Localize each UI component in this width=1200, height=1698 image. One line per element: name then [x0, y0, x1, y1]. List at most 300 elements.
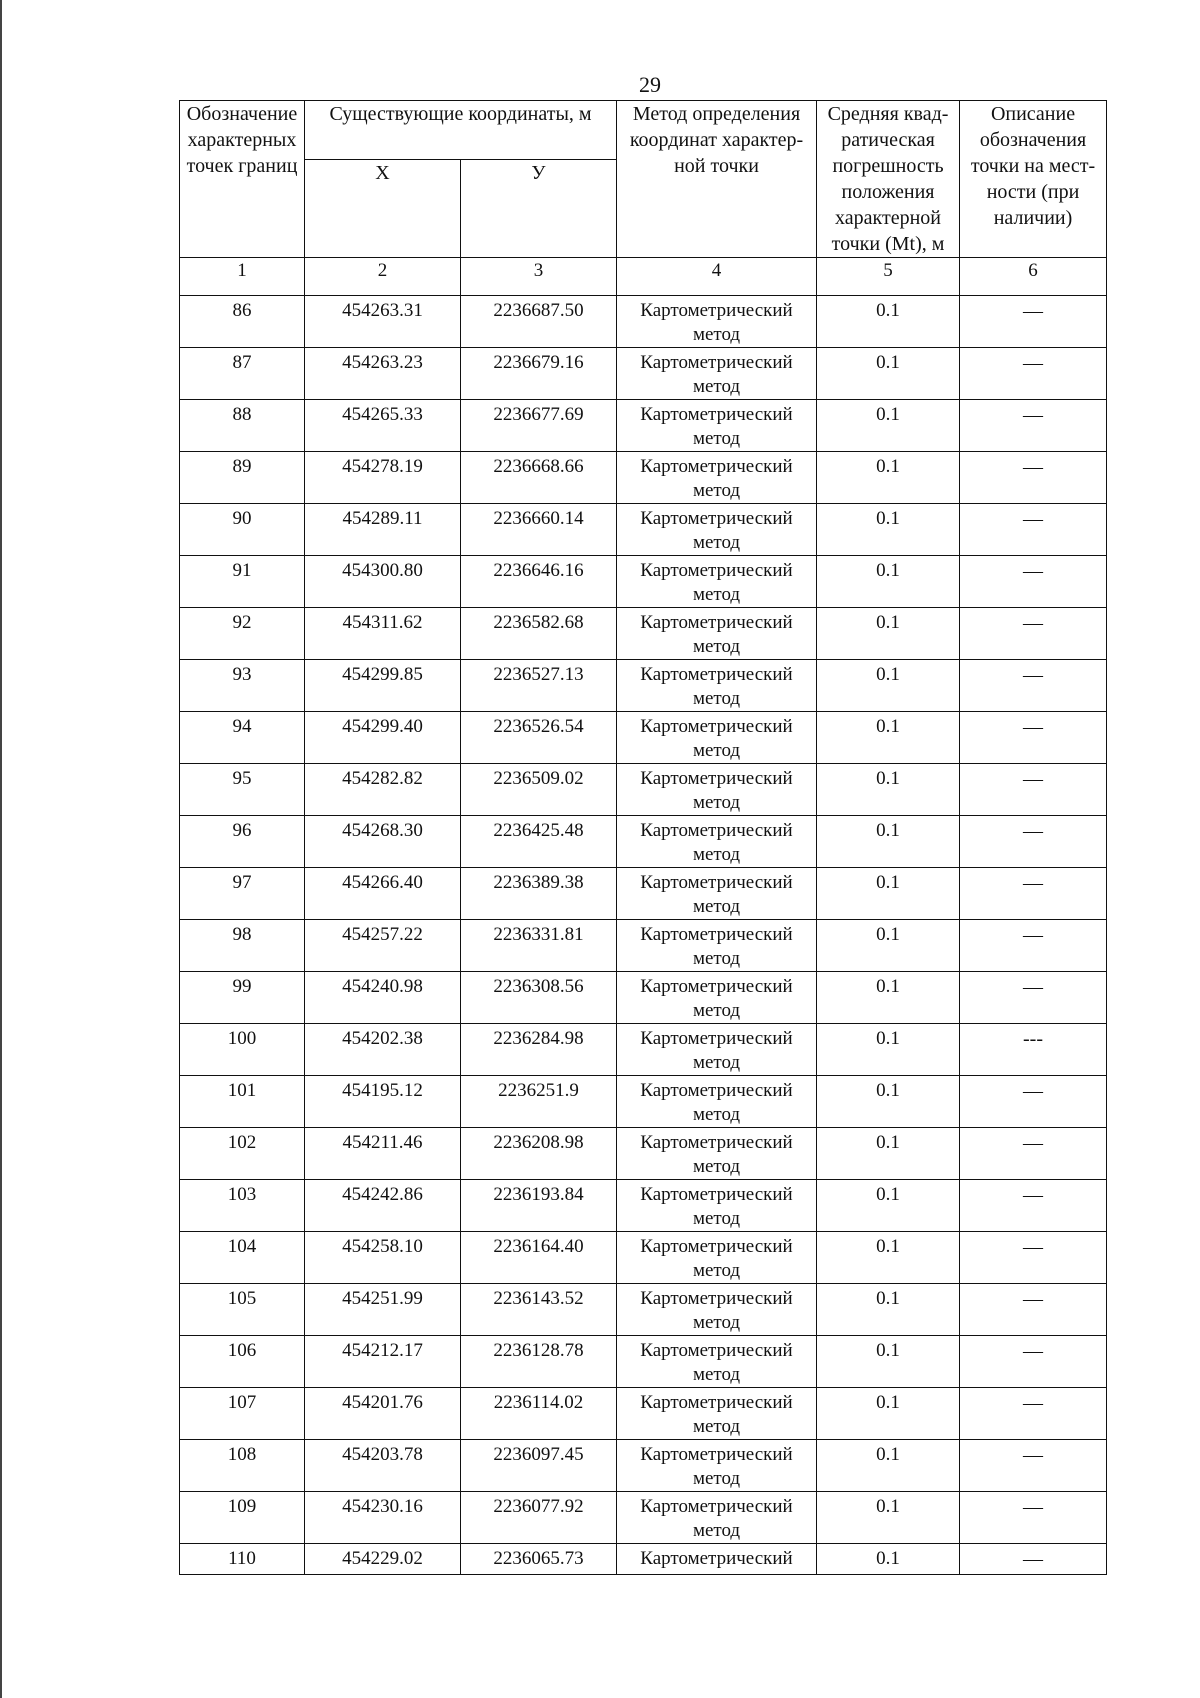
point-id-cell-text: 97 — [232, 872, 252, 893]
method-cell — [617, 1128, 817, 1180]
method-cell-line2: метод — [692, 1364, 741, 1385]
method-cell-line2: метод — [692, 1000, 741, 1021]
y-coordinate-cell-text: 2236687.50 — [493, 300, 584, 321]
description-cell — [960, 1388, 1107, 1440]
table-row — [180, 1180, 1107, 1232]
method-cell-line2: метод — [692, 1520, 741, 1541]
description-cell — [960, 348, 1107, 400]
point-id-cell — [180, 556, 305, 608]
y-coordinate-cell-text: 2236077.92 — [493, 1496, 584, 1517]
y-coordinate-cell-text: 2236251.9 — [498, 1080, 579, 1101]
x-coordinate-cell — [305, 920, 461, 972]
x-coordinate-cell-text: 454229.02 — [342, 1548, 423, 1569]
point-id-cell-text: 103 — [227, 1184, 257, 1205]
method-cell-line2: метод — [692, 1156, 741, 1177]
y-coordinate-cell-text: 2236114.02 — [493, 1392, 584, 1413]
column-number-5: 5 — [817, 258, 960, 296]
x-coordinate-cell-text: 454201.76 — [342, 1392, 423, 1413]
y-coordinate-cell-text: 2236425.48 — [493, 820, 584, 841]
x-coordinate-cell-text: 454300.80 — [342, 560, 423, 581]
mt-cell-text: 0.1 — [876, 924, 900, 945]
x-coordinate-cell-text: 454299.40 — [342, 716, 423, 737]
y-coordinate-cell — [461, 868, 617, 920]
mt-cell — [817, 1076, 960, 1128]
y-coordinate-cell-text: 2236527.13 — [493, 664, 584, 685]
x-coordinate-cell — [305, 452, 461, 504]
description-cell — [960, 1076, 1107, 1128]
description-cell-text: — — [1023, 976, 1044, 998]
y-coordinate-cell-text: 2236143.52 — [493, 1288, 584, 1309]
x-coordinate-cell-text: 454311.62 — [342, 612, 423, 633]
point-id-cell — [180, 660, 305, 712]
method-cell-text: Картометрический — [640, 1236, 793, 1257]
header-point-designation: Обозначение характерных точек границ — [180, 101, 305, 258]
y-coordinate-cell-text: 2236389.38 — [493, 872, 584, 893]
description-cell — [960, 920, 1107, 972]
x-coordinate-cell-text: 454242.86 — [342, 1184, 423, 1205]
mt-cell — [817, 296, 960, 348]
mt-cell — [817, 1024, 960, 1076]
method-cell-line2: метод — [692, 428, 741, 449]
table-row — [180, 348, 1107, 400]
column-number-1: 1 — [180, 258, 305, 296]
point-id-cell-text: 110 — [228, 1548, 256, 1569]
x-coordinate-cell-text: 454282.82 — [342, 768, 423, 789]
table-row — [180, 1544, 1107, 1575]
method-cell-text: Картометрический — [640, 664, 793, 685]
description-cell — [960, 556, 1107, 608]
mt-cell — [817, 1544, 960, 1575]
point-id-cell-text: 109 — [227, 1496, 257, 1517]
point-id-cell — [180, 1024, 305, 1076]
method-cell-line2: метод — [692, 688, 741, 709]
method-cell-line2: метод — [692, 740, 741, 761]
table-row — [180, 400, 1107, 452]
y-coordinate-cell — [461, 972, 617, 1024]
x-coordinate-cell-text: 454263.31 — [342, 300, 423, 321]
method-cell — [617, 1544, 817, 1575]
x-coordinate-cell-text: 454258.10 — [342, 1236, 423, 1257]
y-coordinate-cell-text: 2236128.78 — [493, 1340, 584, 1361]
method-cell — [617, 400, 817, 452]
method-cell — [617, 868, 817, 920]
point-id-cell-text: 96 — [232, 820, 252, 841]
x-coordinate-cell — [305, 660, 461, 712]
point-id-cell-text: 102 — [227, 1132, 257, 1153]
method-cell-text: Картометрический — [640, 456, 793, 477]
description-cell — [960, 660, 1107, 712]
x-coordinate-cell-text: 454257.22 — [342, 924, 423, 945]
point-id-cell — [180, 920, 305, 972]
method-cell-text: Картометрический — [640, 612, 793, 633]
description-cell — [960, 452, 1107, 504]
mt-cell — [817, 1128, 960, 1180]
point-id-cell — [180, 1284, 305, 1336]
description-cell-text: — — [1023, 1132, 1044, 1154]
table-row — [180, 868, 1107, 920]
x-coordinate-cell — [305, 712, 461, 764]
method-cell-text: Картометрический — [640, 300, 793, 321]
x-coordinate-cell-text: 454195.12 — [342, 1080, 423, 1101]
method-cell-line2: метод — [692, 1416, 741, 1437]
mt-cell — [817, 1440, 960, 1492]
y-coordinate-cell-text: 2236646.16 — [493, 560, 584, 581]
mt-cell-text: 0.1 — [876, 820, 900, 841]
point-id-cell-text: 95 — [232, 768, 252, 789]
mt-cell-text: 0.1 — [876, 1444, 900, 1465]
method-cell — [617, 972, 817, 1024]
x-coordinate-cell — [305, 1076, 461, 1128]
method-cell-text: Картометрический — [640, 1496, 793, 1517]
method-cell — [617, 608, 817, 660]
method-cell — [617, 764, 817, 816]
point-id-cell — [180, 1492, 305, 1544]
point-id-cell-text: 91 — [232, 560, 252, 581]
column-number-6: 6 — [960, 258, 1107, 296]
description-cell-text: --- — [1023, 1028, 1043, 1050]
y-coordinate-cell — [461, 1076, 617, 1128]
x-coordinate-cell-text: 454202.38 — [342, 1028, 423, 1049]
table-row — [180, 1024, 1107, 1076]
method-cell-line2: метод — [692, 584, 741, 605]
mt-cell — [817, 1232, 960, 1284]
mt-cell — [817, 660, 960, 712]
mt-cell-text: 0.1 — [876, 664, 900, 685]
column-number-4: 4 — [617, 258, 817, 296]
point-id-cell — [180, 1128, 305, 1180]
point-id-cell-text: 105 — [227, 1288, 257, 1309]
y-coordinate-cell-text: 2236308.56 — [493, 976, 584, 997]
description-cell — [960, 1440, 1107, 1492]
point-id-cell-text: 94 — [232, 716, 252, 737]
y-coordinate-cell-text: 2236208.98 — [493, 1132, 584, 1153]
method-cell — [617, 348, 817, 400]
description-cell-text: — — [1023, 612, 1044, 634]
header-method: Метод определения координат характер-ной точки — [617, 101, 817, 258]
mt-cell — [817, 608, 960, 660]
description-cell-text: — — [1023, 1184, 1044, 1206]
description-cell — [960, 1336, 1107, 1388]
description-cell — [960, 504, 1107, 556]
point-id-cell — [180, 868, 305, 920]
header-existing-coordinates: Существующие координаты, м — [305, 101, 617, 160]
point-id-cell-text: 100 — [227, 1028, 257, 1049]
description-cell-text: — — [1023, 664, 1044, 686]
description-cell — [960, 868, 1107, 920]
description-cell-text: — — [1023, 1548, 1044, 1570]
y-coordinate-cell-text: 2236526.54 — [493, 716, 584, 737]
y-coordinate-cell-text: 2236582.68 — [493, 612, 584, 633]
x-coordinate-cell — [305, 608, 461, 660]
y-coordinate-cell — [461, 1544, 617, 1575]
table-row — [180, 816, 1107, 868]
method-cell-line2: метод — [692, 1260, 741, 1281]
x-coordinate-cell-text: 454251.99 — [342, 1288, 423, 1309]
x-coordinate-cell-text: 454299.85 — [342, 664, 423, 685]
x-coordinate-cell — [305, 816, 461, 868]
mt-cell — [817, 556, 960, 608]
mt-cell-text: 0.1 — [876, 1028, 900, 1049]
point-id-cell — [180, 504, 305, 556]
mt-cell-text: 0.1 — [876, 1288, 900, 1309]
table-row — [180, 972, 1107, 1024]
x-coordinate-cell-text: 454240.98 — [342, 976, 423, 997]
method-cell-text: Картометрический — [640, 976, 793, 997]
method-cell-line2: метод — [692, 1052, 741, 1073]
description-cell — [960, 1128, 1107, 1180]
description-cell — [960, 296, 1107, 348]
x-coordinate-cell — [305, 868, 461, 920]
y-coordinate-cell-text: 2236164.40 — [493, 1236, 584, 1257]
x-coordinate-cell — [305, 1284, 461, 1336]
table-row — [180, 1336, 1107, 1388]
method-cell-line2: метод — [692, 792, 741, 813]
mt-cell-text: 0.1 — [876, 1132, 900, 1153]
x-coordinate-cell — [305, 400, 461, 452]
x-coordinate-cell — [305, 348, 461, 400]
header-mean-square-error: Средняя квад-ратическая погрешность положения характерной точки (Mt), м — [817, 101, 960, 258]
y-coordinate-cell — [461, 816, 617, 868]
x-coordinate-cell — [305, 296, 461, 348]
description-cell-text: — — [1023, 456, 1044, 478]
y-coordinate-cell — [461, 1440, 617, 1492]
method-cell-text: Картометрический — [640, 1444, 793, 1465]
y-coordinate-cell — [461, 1388, 617, 1440]
x-coordinate-cell — [305, 1180, 461, 1232]
method-cell-text: Картометрический — [640, 716, 793, 737]
description-cell — [960, 1180, 1107, 1232]
method-cell-line2: метод — [692, 636, 741, 657]
header-point-description: Описание обозначения точки на мест-ности (при наличии) — [960, 101, 1107, 258]
description-cell-text: — — [1023, 1340, 1044, 1362]
mt-cell — [817, 400, 960, 452]
description-cell — [960, 1232, 1107, 1284]
mt-cell-text: 0.1 — [876, 1392, 900, 1413]
table-row — [180, 1076, 1107, 1128]
y-coordinate-cell-text: 2236284.98 — [493, 1028, 584, 1049]
method-cell — [617, 504, 817, 556]
description-cell-text: — — [1023, 560, 1044, 582]
method-cell — [617, 1232, 817, 1284]
table-row — [180, 1284, 1107, 1336]
description-cell — [960, 1544, 1107, 1575]
table-row — [180, 504, 1107, 556]
y-coordinate-cell-text: 2236668.66 — [493, 456, 584, 477]
method-cell — [617, 1440, 817, 1492]
page-number: 29 — [639, 72, 661, 97]
x-coordinate-cell — [305, 556, 461, 608]
mt-cell-text: 0.1 — [876, 716, 900, 737]
mt-cell — [817, 920, 960, 972]
method-cell-line2: метод — [692, 1468, 741, 1489]
point-id-cell — [180, 1336, 305, 1388]
mt-cell-text: 0.1 — [876, 300, 900, 321]
description-cell-text: — — [1023, 1496, 1044, 1518]
table-header — [180, 101, 1107, 296]
y-coordinate-cell — [461, 764, 617, 816]
table-row — [180, 764, 1107, 816]
method-cell-text: Картометрический — [640, 1340, 793, 1361]
method-cell — [617, 920, 817, 972]
point-id-cell-text: 104 — [227, 1236, 257, 1257]
method-cell-text: Картометрический — [640, 1184, 793, 1205]
table-row — [180, 712, 1107, 764]
table-row — [180, 556, 1107, 608]
method-cell-text: Картометрический — [640, 1132, 793, 1153]
header-x: X — [305, 159, 461, 257]
y-coordinate-cell — [461, 1232, 617, 1284]
method-cell — [617, 816, 817, 868]
method-cell — [617, 1180, 817, 1232]
mt-cell-text: 0.1 — [876, 1496, 900, 1517]
mt-cell-text: 0.1 — [876, 456, 900, 477]
y-coordinate-cell-text: 2236509.02 — [493, 768, 584, 789]
description-cell-text: — — [1023, 820, 1044, 842]
y-coordinate-cell — [461, 920, 617, 972]
x-coordinate-cell-text: 454203.78 — [342, 1444, 423, 1465]
table-row — [180, 608, 1107, 660]
y-coordinate-cell-text: 2236065.73 — [493, 1548, 584, 1569]
mt-cell-text: 0.1 — [876, 1340, 900, 1361]
point-id-cell — [180, 972, 305, 1024]
y-coordinate-cell-text: 2236331.81 — [493, 924, 584, 945]
method-cell-text: Картометрический — [640, 404, 793, 425]
x-coordinate-cell — [305, 1544, 461, 1575]
x-coordinate-cell — [305, 1232, 461, 1284]
method-cell — [617, 296, 817, 348]
mt-cell-text: 0.1 — [876, 976, 900, 997]
point-id-cell — [180, 1180, 305, 1232]
description-cell-text: — — [1023, 1444, 1044, 1466]
x-coordinate-cell — [305, 1492, 461, 1544]
x-coordinate-cell-text: 454266.40 — [342, 872, 423, 893]
point-id-cell — [180, 452, 305, 504]
mt-cell-text: 0.1 — [876, 1080, 900, 1101]
x-coordinate-cell — [305, 1128, 461, 1180]
y-coordinate-cell — [461, 1284, 617, 1336]
point-id-cell-text: 90 — [232, 508, 252, 529]
x-coordinate-cell — [305, 1024, 461, 1076]
point-id-cell-text: 93 — [232, 664, 252, 685]
mt-cell-text: 0.1 — [876, 352, 900, 373]
method-cell-text: Картометрический — [640, 820, 793, 841]
point-id-cell — [180, 400, 305, 452]
table-row — [180, 1440, 1107, 1492]
point-id-cell — [180, 1076, 305, 1128]
table-row — [180, 1232, 1107, 1284]
description-cell-text: — — [1023, 924, 1044, 946]
method-cell — [617, 1076, 817, 1128]
point-id-cell — [180, 1232, 305, 1284]
method-cell — [617, 1284, 817, 1336]
x-coordinate-cell — [305, 1440, 461, 1492]
coordinates-table — [179, 100, 1107, 1575]
method-cell — [617, 452, 817, 504]
table-row — [180, 1128, 1107, 1180]
x-coordinate-cell-text: 454211.46 — [342, 1132, 423, 1153]
method-cell — [617, 1388, 817, 1440]
x-coordinate-cell-text: 454263.23 — [342, 352, 423, 373]
method-cell-text: Картометрический — [640, 1080, 793, 1101]
y-coordinate-cell — [461, 504, 617, 556]
mt-cell — [817, 712, 960, 764]
method-cell-text: Картометрический — [640, 768, 793, 789]
mt-cell — [817, 1492, 960, 1544]
description-cell — [960, 1024, 1107, 1076]
method-cell — [617, 1492, 817, 1544]
column-number-3: 3 — [461, 258, 617, 296]
mt-cell-text: 0.1 — [876, 768, 900, 789]
mt-cell — [817, 764, 960, 816]
point-id-cell — [180, 608, 305, 660]
table-row — [180, 660, 1107, 712]
description-cell-text: — — [1023, 872, 1044, 894]
point-id-cell-text: 89 — [232, 456, 252, 477]
method-cell — [617, 1024, 817, 1076]
point-id-cell — [180, 1388, 305, 1440]
x-coordinate-cell-text: 454268.30 — [342, 820, 423, 841]
mt-cell — [817, 348, 960, 400]
description-cell — [960, 1492, 1107, 1544]
y-coordinate-cell — [461, 348, 617, 400]
point-id-cell — [180, 296, 305, 348]
mt-cell-text: 0.1 — [876, 560, 900, 581]
mt-cell — [817, 1284, 960, 1336]
mt-cell-text: 0.1 — [876, 404, 900, 425]
mt-cell-text: 0.1 — [876, 1184, 900, 1205]
description-cell — [960, 816, 1107, 868]
method-cell-text: Картометрический — [640, 508, 793, 529]
mt-cell-text: 0.1 — [876, 872, 900, 893]
mt-cell-text: 0.1 — [876, 612, 900, 633]
method-cell — [617, 712, 817, 764]
method-cell-line2: метод — [692, 896, 741, 917]
point-id-cell-text: 106 — [227, 1340, 257, 1361]
method-cell-text: Картометрический — [640, 352, 793, 373]
x-coordinate-cell-text: 454289.11 — [342, 508, 423, 529]
description-cell-text: — — [1023, 404, 1044, 426]
x-coordinate-cell-text: 454265.33 — [342, 404, 423, 425]
x-coordinate-cell — [305, 1388, 461, 1440]
y-coordinate-cell-text: 2236193.84 — [493, 1184, 584, 1205]
point-id-cell — [180, 764, 305, 816]
y-coordinate-cell — [461, 1336, 617, 1388]
x-coordinate-cell — [305, 764, 461, 816]
point-id-cell — [180, 816, 305, 868]
point-id-cell-text: 108 — [227, 1444, 257, 1465]
description-cell — [960, 764, 1107, 816]
x-coordinate-cell — [305, 972, 461, 1024]
y-coordinate-cell — [461, 556, 617, 608]
point-id-cell — [180, 712, 305, 764]
column-number-2: 2 — [305, 258, 461, 296]
method-cell — [617, 660, 817, 712]
method-cell-line2: метод — [692, 1104, 741, 1125]
table-row — [180, 296, 1107, 348]
method-cell-text: Картометрический — [640, 1288, 793, 1309]
point-id-cell-text: 88 — [232, 404, 252, 425]
mt-cell — [817, 504, 960, 556]
method-cell-line2: метод — [692, 376, 741, 397]
mt-cell — [817, 1388, 960, 1440]
point-id-cell-text: 92 — [232, 612, 252, 633]
description-cell — [960, 400, 1107, 452]
y-coordinate-cell-text: 2236679.16 — [493, 352, 584, 373]
table-row — [180, 1492, 1107, 1544]
description-cell-text: — — [1023, 300, 1044, 322]
description-cell-text: — — [1023, 1080, 1044, 1102]
point-id-cell-text: 98 — [232, 924, 252, 945]
